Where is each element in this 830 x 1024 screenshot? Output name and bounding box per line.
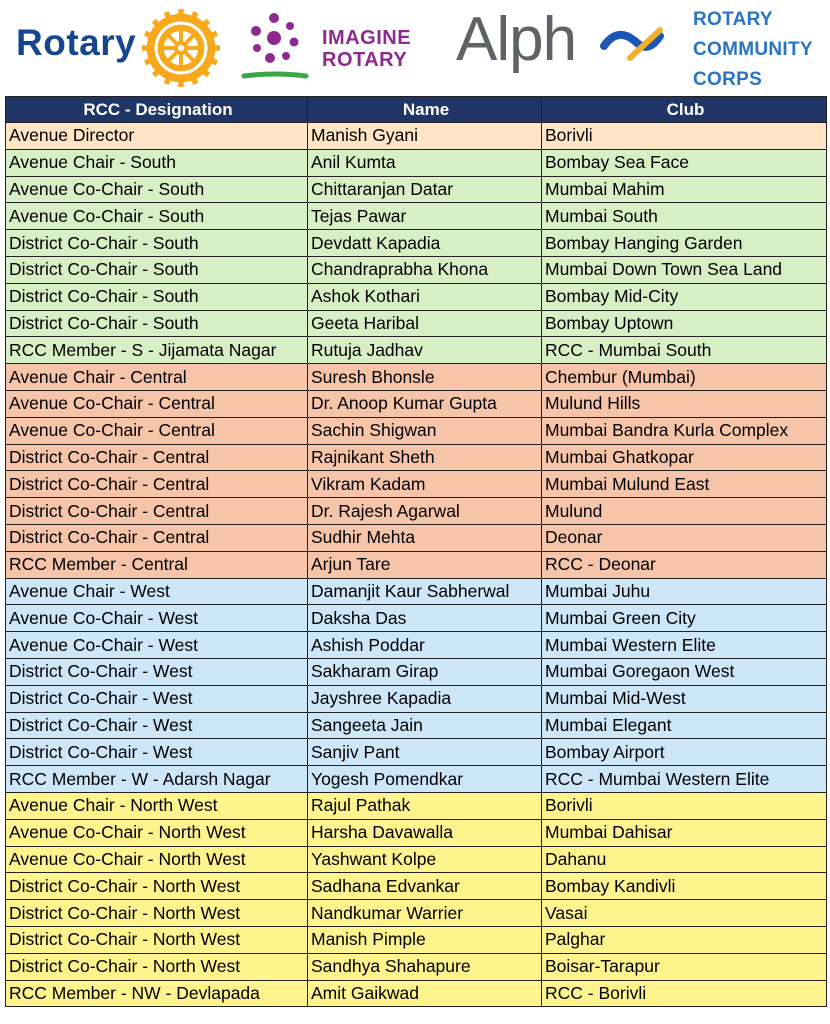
designation-cell: RCC Member - NW - Devlapada [6,980,308,1007]
table-row [6,417,827,444]
name-cell: Sakharam Girap [308,658,542,685]
name-cell: Sachin Shigwan [308,417,542,444]
club-cell: Mumbai Elegant [542,712,827,739]
table-row [6,337,827,364]
table-row [6,203,827,230]
table-row [6,953,827,980]
imagine-rotary-icon [240,8,310,84]
name-cell: Chittaranjan Datar [308,176,542,203]
designation-cell: Avenue Chair - North West [6,792,308,819]
table-row [6,766,827,793]
table-row [6,283,827,310]
designation-cell: Avenue Chair - South [6,149,308,176]
club-cell: Borivli [542,123,827,150]
name-cell: Harsha Davawalla [308,819,542,846]
club-cell: Bombay Airport [542,739,827,766]
designation-cell: District Co-Chair - North West [6,900,308,927]
designation-cell: District Co-Chair - North West [6,873,308,900]
designation-cell: District Co-Chair - Central [6,471,308,498]
club-cell: Mumbai Mahim [542,176,827,203]
table-row [6,149,827,176]
designation-cell: Avenue Co-Chair - West [6,605,308,632]
club-cell: Mumbai Goregaon West [542,658,827,685]
name-cell: Rajnikant Sheth [308,444,542,471]
logo-bar [0,0,830,94]
alpha-wordmark: Alph [456,5,577,74]
table-body [6,123,827,1007]
club-cell: Mumbai Juhu [542,578,827,605]
club-cell: Mumbai Ghatkopar [542,444,827,471]
designation-cell: District Co-Chair - West [6,739,308,766]
imagine-line2: ROTARY [322,49,408,71]
header-designation: RCC - Designation [6,97,308,123]
alpha-swoosh-icon [600,22,666,64]
table-row [6,873,827,900]
name-cell: Sangeeta Jain [308,712,542,739]
name-cell: Nandkumar Warrier [308,900,542,927]
designation-cell: RCC Member - Central [6,551,308,578]
club-cell: Bombay Kandivli [542,873,827,900]
designation-cell: Avenue Chair - West [6,578,308,605]
designation-cell: District Co-Chair - West [6,712,308,739]
name-cell: Sadhana Edvankar [308,873,542,900]
club-cell: Borivli [542,792,827,819]
name-cell: Yashwant Kolpe [308,846,542,873]
name-cell: Daksha Das [308,605,542,632]
table-row [6,685,827,712]
name-cell: Sanjiv Pant [308,739,542,766]
name-cell: Geeta Haribal [308,310,542,337]
table-row [6,230,827,257]
name-cell: Tejas Pawar [308,203,542,230]
club-cell: Mumbai Bandra Kurla Complex [542,417,827,444]
name-cell: Dr. Anoop Kumar Gupta [308,390,542,417]
designation-cell: District Co-Chair - South [6,256,308,283]
table-row [6,123,827,150]
table-row [6,524,827,551]
club-cell: Bombay Uptown [542,310,827,337]
table-row [6,310,827,337]
designation-cell: Avenue Co-Chair - South [6,203,308,230]
name-cell: Jayshree Kapadia [308,685,542,712]
header-club: Club [542,97,827,123]
rcc-roster-table [5,96,827,1007]
name-cell: Rajul Pathak [308,792,542,819]
designation-cell: Avenue Co-Chair - North West [6,846,308,873]
designation-cell: District Co-Chair - West [6,658,308,685]
designation-cell: Avenue Co-Chair - West [6,632,308,659]
club-cell: Deonar [542,524,827,551]
table-row [6,390,827,417]
name-cell: Sudhir Mehta [308,524,542,551]
table-row [6,926,827,953]
name-cell: Vikram Kadam [308,471,542,498]
name-cell: Sandhya Shahapure [308,953,542,980]
name-cell: Devdatt Kapadia [308,230,542,257]
table-row [6,819,827,846]
designation-cell: District Co-Chair - Central [6,498,308,525]
club-cell: RCC - Borivli [542,980,827,1007]
rcc-line2: COMMUNITY [693,39,813,60]
club-cell: Mulund Hills [542,390,827,417]
table-row [6,444,827,471]
club-cell: Vasai [542,900,827,927]
designation-cell: District Co-Chair - Central [6,524,308,551]
table-row [6,364,827,391]
designation-cell: District Co-Chair - North West [6,953,308,980]
imagine-line1: IMAGINE [322,27,412,49]
table-row [6,176,827,203]
name-cell: Ashish Poddar [308,632,542,659]
rcc-line1: ROTARY [693,9,773,30]
name-cell: Suresh Bhonsle [308,364,542,391]
rotary-wheel-icon [142,9,220,87]
designation-cell: Avenue Chair - Central [6,364,308,391]
designation-cell: District Co-Chair - South [6,310,308,337]
designation-cell: District Co-Chair - South [6,283,308,310]
rcc-logo-text [693,5,813,95]
designation-cell: Avenue Director [6,123,308,150]
header-name: Name [308,97,542,123]
name-cell: Anil Kumta [308,149,542,176]
table-row [6,739,827,766]
club-cell: Mumbai Dahisar [542,819,827,846]
table-row [6,551,827,578]
club-cell: Boisar-Tarapur [542,953,827,980]
club-cell: Bombay Sea Face [542,149,827,176]
club-cell: Mumbai Mulund East [542,471,827,498]
rotary-wordmark: Rotary [16,22,137,63]
club-cell: Chembur (Mumbai) [542,364,827,391]
name-cell: Manish Gyani [308,123,542,150]
club-cell: Mumbai South [542,203,827,230]
designation-cell: Avenue Co-Chair - North West [6,819,308,846]
name-cell: Chandraprabha Khona [308,256,542,283]
name-cell: Ashok Kothari [308,283,542,310]
name-cell: Dr. Rajesh Agarwal [308,498,542,525]
table-row [6,658,827,685]
table-row [6,900,827,927]
name-cell: Damanjit Kaur Sabherwal [308,578,542,605]
table-row [6,498,827,525]
designation-cell: Avenue Co-Chair - Central [6,417,308,444]
club-cell: RCC - Deonar [542,551,827,578]
name-cell: Arjun Tare [308,551,542,578]
table-row [6,846,827,873]
club-cell: Dahanu [542,846,827,873]
club-cell: Mumbai Down Town Sea Land [542,256,827,283]
table-row [6,578,827,605]
name-cell: Amit Gaikwad [308,980,542,1007]
club-cell: Mumbai Green City [542,605,827,632]
club-cell: RCC - Mumbai Western Elite [542,766,827,793]
designation-cell: District Co-Chair - South [6,230,308,257]
designation-cell: Avenue Co-Chair - Central [6,390,308,417]
name-cell: Rutuja Jadhav [308,337,542,364]
club-cell: Mulund [542,498,827,525]
club-cell: Bombay Hanging Garden [542,230,827,257]
imagine-rotary-text [322,27,411,71]
designation-cell: District Co-Chair - West [6,685,308,712]
table-row [6,712,827,739]
designation-cell: RCC Member - W - Adarsh Nagar [6,766,308,793]
table-row [6,980,827,1007]
club-cell: Palghar [542,926,827,953]
designation-cell: RCC Member - S - Jijamata Nagar [6,337,308,364]
club-cell: RCC - Mumbai South [542,337,827,364]
table-row [6,632,827,659]
table-header-row [6,97,827,123]
table-row [6,792,827,819]
name-cell: Yogesh Pomendkar [308,766,542,793]
table-row [6,605,827,632]
designation-cell: Avenue Co-Chair - South [6,176,308,203]
club-cell: Bombay Mid-City [542,283,827,310]
rcc-line3: CORPS [693,69,763,90]
table-row [6,471,827,498]
designation-cell: District Co-Chair - North West [6,926,308,953]
club-cell: Mumbai Mid-West [542,685,827,712]
table-row [6,256,827,283]
designation-cell: District Co-Chair - Central [6,444,308,471]
club-cell: Mumbai Western Elite [542,632,827,659]
name-cell: Manish Pimple [308,926,542,953]
